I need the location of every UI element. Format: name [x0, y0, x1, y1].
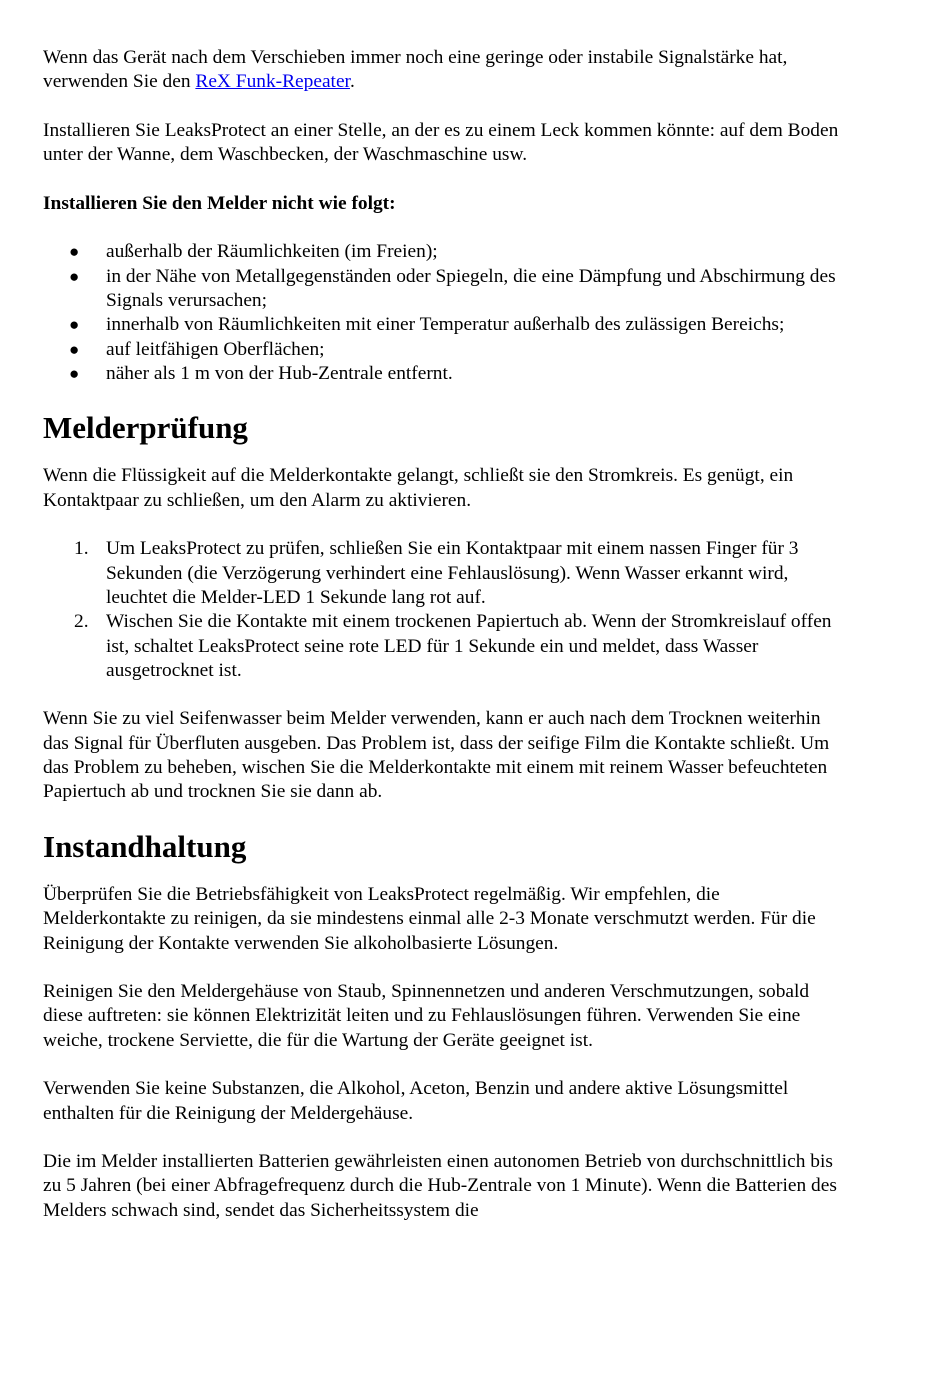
install-warning-heading: Installieren Sie den Melder nicht wie folgt:: [43, 192, 396, 214]
document-page: [43, 46, 843, 1247]
maintenance-paragraph-1: Überprüfen Sie die Betriebsfähigkeit von LeaksProtect regelmäßig. Wir empfehlen, die Melderkontakte zu reinigen, da sie mindestens einmal alle 2-3 Monate verschmutzt werden. Für die Reinigung der Kontakte verwenden Sie alkoholbasierte Lösungen.: [43, 883, 816, 954]
list-item: [43, 338, 843, 362]
list-item-text: in der Nähe von Metallgegenständen oder Spiegeln, die eine Dämpfung und Abschirmung des Signals verursachen;: [106, 265, 836, 311]
list-item: [43, 240, 843, 264]
section-heading-melderpruefung: Melderprüfung: [43, 410, 248, 446]
list-item-text: auf leitfähigen Oberflächen;: [106, 338, 325, 360]
melderpruefung-intro: Wenn die Flüssigkeit auf die Melderkontakte gelangt, schließt sie den Stromkreis. Es genügt, ein Kontaktpaar zu schließen, um den Alarm zu aktivieren.: [43, 465, 794, 511]
list-item: [43, 537, 843, 610]
list-item-text: außerhalb der Räumlichkeiten (im Freien);: [106, 241, 438, 263]
bullet-icon: ●: [69, 315, 80, 335]
rex-repeater-link[interactable]: ReX Funk-Repeater: [195, 71, 350, 93]
list-item: [43, 265, 843, 314]
list-item-text: innerhalb von Räumlichkeiten mit einer Temperatur außerhalb des zulässigen Bereichs;: [106, 314, 785, 336]
section-heading-instandhaltung: Instandhaltung: [43, 828, 247, 864]
intro-text-before-link: Wenn das Gerät nach dem Verschieben immer noch eine geringe oder instabile Signalstärke hat, verwenden Sie den: [43, 47, 788, 93]
list-item: [43, 610, 843, 683]
intro-paragraph-install: Installieren Sie LeaksProtect an einer Stelle, an der es zu einem Leck kommen könnte: auf dem Boden unter der Wanne, dem Waschbecken, der Waschmaschine usw.: [43, 119, 839, 166]
install-restrictions-list: [43, 240, 843, 386]
step-number: 1.: [74, 538, 89, 560]
step-number: 2.: [74, 611, 89, 633]
bullet-icon: ●: [69, 242, 80, 262]
intro-paragraph-signal: [43, 46, 843, 95]
test-steps-list: [43, 537, 843, 683]
intro-text-after-link: .: [349, 71, 355, 93]
step-text: Wischen Sie die Kontakte mit einem trockenen Papiertuch ab. Wenn der Stromkreislauf offen ist, schaltet LeaksProtect seine rote LED für 1 Sekunde ein und meldet, dass Wasser ausgetrocknet ist.: [106, 611, 832, 681]
soap-water-paragraph: Wenn Sie zu viel Seifenwasser beim Melder verwenden, kann er auch nach dem Trocknen weiterhin das Signal für Überfluten ausgeben. Das Problem ist, dass der seifige Film die Kontakte schließt. Um das Problem zu beheben, wischen Sie die Melderkontakte mit einem mit reinem Wasser befeuchteten Papiertuch ab und trocknen Sie sie dann ab.: [43, 708, 830, 803]
maintenance-paragraph-3: Verwenden Sie keine Substanzen, die Alkohol, Aceton, Benzin und andere aktive Lösungsmittel enthalten für die Reinigung der Meldergehäuse.: [43, 1078, 789, 1124]
list-item: [43, 362, 843, 386]
list-item: [43, 313, 843, 337]
list-item-text: näher als 1 m von der Hub-Zentrale entfernt.: [106, 362, 453, 384]
maintenance-paragraph-2: Reinigen Sie den Meldergehäuse von Staub, Spinnennetzen und anderen Verschmutzungen, sobald diese auftreten: sie können Elektrizität leiten und zu Fehlauslösungen führen. Verwenden Sie eine weiche, trockene Serviette, die für die Wartung der Geräte geeignet ist.: [43, 981, 810, 1051]
bullet-icon: ●: [69, 363, 80, 383]
step-text: Um LeaksProtect zu prüfen, schließen Sie ein Kontaktpaar mit einem nassen Finger für 3 Sekunden (die Verzögerung verhindert eine Fehlauslösung). Wenn Wasser erkannt wird, leuchtet die Melder-LED 1 Sekunde lang rot auf.: [106, 538, 799, 608]
bullet-icon: ●: [69, 266, 80, 286]
maintenance-paragraph-4: Die im Melder installierten Batterien gewährleisten einen autonomen Betrieb von durchschnittlich bis zu 5 Jahren (bei einer Abfragefrequenz durch die Hub-Zentrale von 1 Minute). Wenn die Batterien des Melders schwach sind, sendet das Sicherheitssystem die: [43, 1151, 837, 1221]
bullet-icon: ●: [69, 339, 80, 359]
